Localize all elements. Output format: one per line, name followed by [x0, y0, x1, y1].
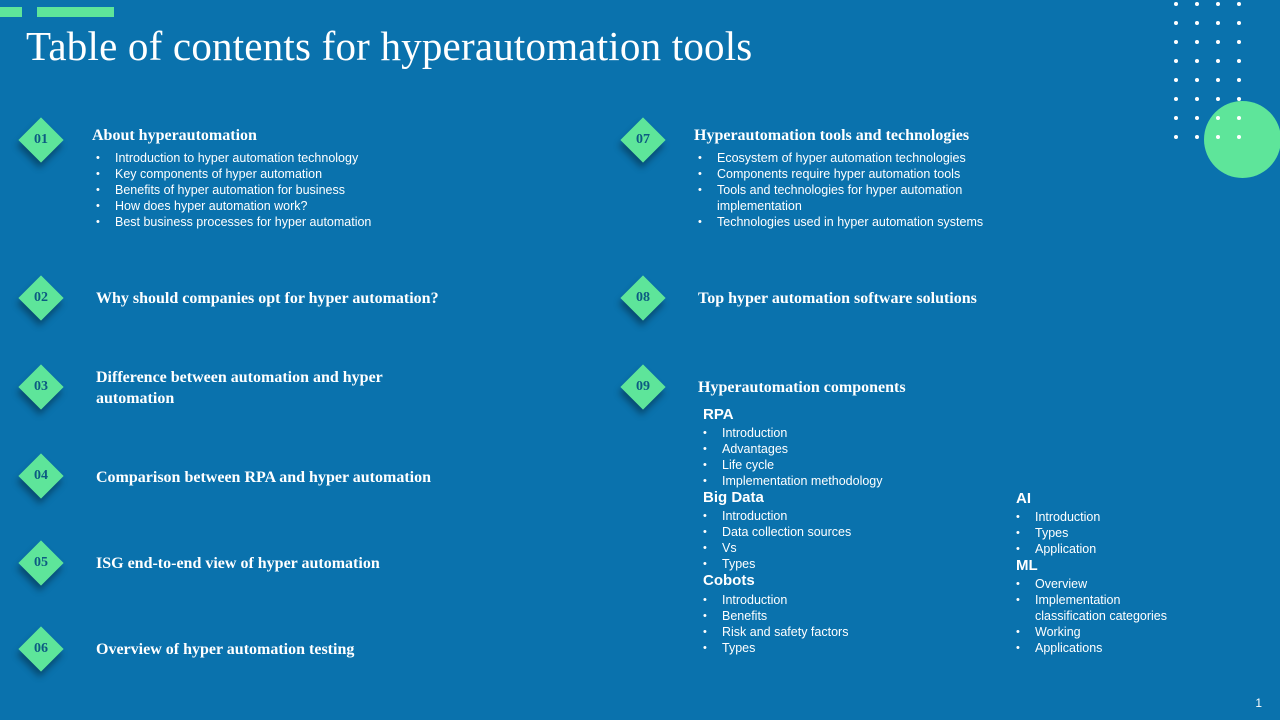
decorative-dot	[1174, 97, 1178, 101]
item-heading-05: ISG end-to-end view of hyper automation	[96, 555, 380, 572]
decorative-dot	[1216, 97, 1220, 101]
decorative-dot	[1174, 59, 1178, 63]
item-number-03: 03	[34, 379, 48, 394]
list-item: • Introduction to hyper automation technology	[96, 150, 516, 166]
item-bullets-07	[698, 150, 1118, 230]
decorative-bar-long	[37, 7, 114, 17]
item-heading-07: Hyperautomation tools and technologies	[694, 127, 970, 144]
list-item: • Overview	[1016, 576, 1186, 592]
list-item: • Types	[1016, 525, 1216, 541]
component-bullets-cobots	[703, 592, 1003, 656]
list-item: • How does hyper automation work?	[96, 198, 516, 214]
component-bullets-ml	[1016, 576, 1186, 656]
component-bullets-bigdata	[703, 508, 1003, 572]
list-item: • Introduction	[703, 425, 1003, 441]
list-item: • Ecosystem of hyper automation technologies	[698, 150, 1118, 166]
decorative-dot	[1216, 2, 1220, 6]
decorative-dot	[1195, 97, 1199, 101]
list-item: • Types	[703, 556, 1003, 572]
item-number-04: 04	[34, 468, 48, 483]
decorative-dot	[1174, 2, 1178, 6]
decorative-dot	[1174, 116, 1178, 120]
item-number-07: 07	[636, 132, 650, 147]
decorative-dot	[1195, 21, 1199, 25]
item-heading-04: Comparison between RPA and hyper automation	[96, 469, 431, 486]
decorative-dot	[1195, 40, 1199, 44]
list-item: • Key components of hyper automation	[96, 166, 516, 182]
item-heading-06: Overview of hyper automation testing	[96, 641, 355, 658]
decorative-dot-grid	[1172, 0, 1252, 150]
list-item-continuation	[698, 198, 1118, 214]
list-item: • Advantages	[703, 441, 1003, 457]
item-heading-03-line2: automation	[96, 390, 175, 407]
component-heading-rpa: RPA	[703, 406, 734, 423]
decorative-dot	[1195, 59, 1199, 63]
list-item: • Vs	[703, 540, 1003, 556]
decorative-dot	[1216, 135, 1220, 139]
list-item: • Benefits of hyper automation for business	[96, 182, 516, 198]
list-item: • Implementation classification categories	[1016, 592, 1186, 624]
list-item: • Benefits	[703, 608, 1003, 624]
component-heading-cobots: Cobots	[703, 572, 755, 589]
page-title: Table of contents for hyperautomation tools	[26, 23, 753, 69]
list-item: • Risk and safety factors	[703, 624, 1003, 640]
decorative-dot	[1237, 21, 1241, 25]
decorative-dot	[1174, 78, 1178, 82]
item-heading-09: Hyperautomation components	[698, 379, 906, 396]
component-bullets-rpa	[703, 425, 1003, 489]
decorative-dot	[1195, 116, 1199, 120]
decorative-dot	[1237, 135, 1241, 139]
list-item: • Applications	[1016, 640, 1186, 656]
decorative-dot	[1174, 135, 1178, 139]
list-item: • Components require hyper automation tools	[698, 166, 1118, 182]
decorative-dot	[1216, 40, 1220, 44]
decorative-bar-small	[0, 7, 22, 17]
item-heading-01: About hyperautomation	[92, 127, 257, 144]
decorative-dot	[1174, 40, 1178, 44]
list-item: • Tools and technologies for hyper automation	[698, 182, 1118, 198]
list-item: • Introduction	[1016, 509, 1216, 525]
decorative-dot	[1237, 40, 1241, 44]
decorative-dot	[1216, 21, 1220, 25]
decorative-dot	[1216, 116, 1220, 120]
item-heading-08: Top hyper automation software solutions	[698, 290, 977, 307]
item-number-05: 05	[34, 555, 48, 570]
item-bullets-01	[96, 150, 516, 230]
decorative-dot	[1237, 116, 1241, 120]
item-heading-03	[96, 367, 516, 409]
list-item: • Types	[703, 640, 1003, 656]
list-item: • Implementation methodology	[703, 473, 1003, 489]
item-number-02: 02	[34, 290, 48, 305]
list-item: • Introduction	[703, 508, 1003, 524]
list-item: • Working	[1016, 624, 1186, 640]
item-number-01: 01	[34, 132, 48, 147]
item-number-09: 09	[636, 379, 650, 394]
decorative-dot	[1237, 97, 1241, 101]
page-number: 1	[1255, 696, 1262, 710]
decorative-dot	[1237, 2, 1241, 6]
item-number-06: 06	[34, 641, 48, 656]
item-heading-02: Why should companies opt for hyper automation?	[96, 290, 439, 307]
decorative-dot	[1195, 135, 1199, 139]
item-number-08: 08	[636, 290, 650, 305]
decorative-dot	[1195, 78, 1199, 82]
list-item: • Technologies used in hyper automation systems	[698, 214, 1118, 230]
list-item: • Life cycle	[703, 457, 1003, 473]
list-item: • Application	[1016, 541, 1216, 557]
list-item: • Data collection sources	[703, 524, 1003, 540]
list-item: • Introduction	[703, 592, 1003, 608]
decorative-dot	[1216, 78, 1220, 82]
component-heading-bigdata: Big Data	[703, 489, 764, 506]
decorative-dot	[1174, 21, 1178, 25]
decorative-dot	[1237, 59, 1241, 63]
decorative-dot	[1237, 78, 1241, 82]
decorative-dot	[1195, 2, 1199, 6]
decorative-dot	[1216, 59, 1220, 63]
component-heading-ml: ML	[1016, 557, 1038, 574]
component-bullets-ai	[1016, 509, 1216, 557]
list-item-continuation-text: implementation	[717, 199, 802, 213]
component-heading-ai: AI	[1016, 490, 1031, 507]
list-item: • Best business processes for hyper automation	[96, 214, 516, 230]
item-heading-03-line1: Difference between automation and hyper	[96, 369, 383, 386]
